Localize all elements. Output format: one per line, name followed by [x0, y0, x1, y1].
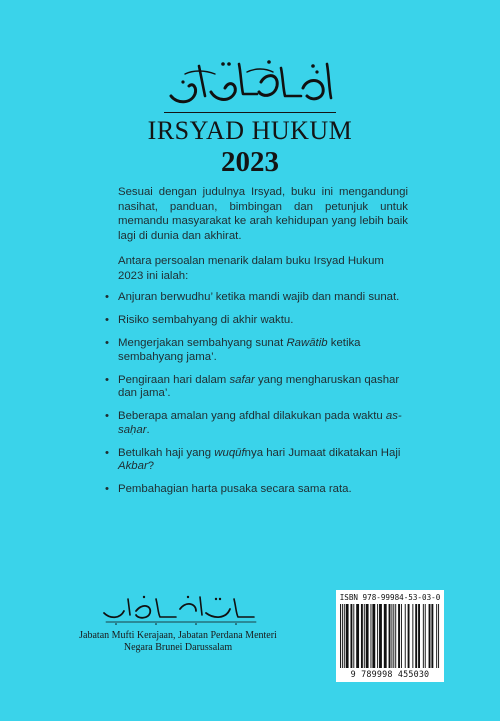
- barcode-bar: [350, 604, 352, 668]
- topic-term-italic: as-saḥar: [118, 410, 402, 436]
- barcode-bar: [377, 604, 378, 668]
- barcode-bar: [384, 604, 387, 668]
- topic-term-italic: safar: [229, 373, 255, 386]
- isbn-barcode: [336, 590, 444, 682]
- topic-text: nya hari Jumaat dikatakan Haji: [244, 446, 401, 459]
- arabic-calligraphy-title: [165, 52, 337, 108]
- topic-text: Beberapa amalan yang afdhal dilakukan pada waktu: [118, 410, 386, 423]
- bullet-icon: •: [105, 410, 109, 423]
- barcode-bar: [401, 604, 402, 668]
- barcode-bar: [379, 604, 382, 668]
- publisher-line-2: Negara Brunei Darussalam: [123, 642, 233, 653]
- topic-text: Mengerjakan sembahyang sunat: [118, 336, 287, 349]
- book-title-text: IRSYAD HUKUM: [147, 116, 353, 145]
- barcode-bar: [393, 604, 394, 668]
- bullet-icon: •: [105, 446, 109, 459]
- topic-text: .: [146, 423, 150, 436]
- barcode-bar: [370, 604, 371, 668]
- bullet-icon: •: [105, 373, 109, 386]
- bullet-icon: •: [105, 336, 109, 349]
- topic-text: Betulkah haji yang: [118, 446, 215, 459]
- topic-item: [104, 447, 408, 474]
- barcode-bar: [431, 604, 433, 668]
- topic-text: Risiko sembahyang di akhir waktu.: [118, 313, 294, 326]
- lead-paragraph: Antara persoalan menarik dalam buku Irsyad Hukum 2023 ini ialah:: [118, 255, 384, 282]
- barcode-bar: [408, 604, 410, 668]
- bullet-icon: •: [105, 291, 109, 303]
- barcode-digits: 9 789998 455030: [350, 669, 430, 679]
- bullet-icon: •: [105, 313, 109, 326]
- isbn-number: ISBN 978-99984-53-03-0: [339, 593, 441, 602]
- barcode-bar: [412, 604, 413, 668]
- barcode-bar: [356, 604, 359, 668]
- topic-item: [104, 483, 408, 497]
- topic-item: [104, 337, 408, 364]
- barcode-bar: [340, 604, 341, 668]
- barcode-bar: [372, 604, 375, 668]
- topic-term-italic: Akbar: [118, 460, 148, 473]
- barcode-bar: [389, 604, 391, 668]
- title-rule: [164, 112, 336, 113]
- topic-item: [104, 291, 408, 305]
- barcode-bar: [418, 604, 420, 668]
- topic-text: Pengiraan hari dalam: [118, 373, 230, 386]
- topic-term-italic: Rawātib: [286, 336, 328, 349]
- barcode-bar: [344, 604, 345, 668]
- barcode-bar: [361, 604, 363, 668]
- barcode-bar: [423, 604, 424, 668]
- bullet-icon: •: [105, 483, 109, 496]
- barcode-bar: [395, 604, 396, 668]
- publisher-arabic-logo: [96, 591, 264, 627]
- barcode-bar: [398, 604, 400, 668]
- barcode-bar: [415, 604, 417, 668]
- publisher-line-1: Jabatan Mufti Kerajaan, Jabatan Perdana Menteri: [79, 630, 277, 641]
- topic-item: [104, 374, 408, 401]
- publisher-name: [60, 630, 296, 654]
- barcode-bar: [342, 604, 343, 668]
- intro-paragraph: Sesuai dengan judulnya Irsyad, buku ini mengandungi nasihat, panduan, bimbingan dan petunjuk untuk memandu masyarakat ke arah kehidupan yang lebih baik lagi di dunia dan akhirat.: [118, 186, 408, 242]
- topic-item: [104, 314, 408, 328]
- topic-text: ?: [147, 460, 155, 473]
- topic-term-italic: wuqūf: [214, 446, 245, 459]
- topic-text: Pembahagian harta pusaka secara sama rata.: [118, 483, 352, 496]
- barcode-bar: [438, 604, 439, 668]
- topic-text: ketika sembahyang jama’.: [118, 336, 361, 363]
- barcode-bar: [436, 604, 437, 668]
- book-title: [0, 112, 500, 146]
- barcode-bar: [364, 604, 365, 668]
- barcode-bar: [391, 604, 392, 668]
- book-year: 2023: [221, 146, 279, 178]
- barcode-bars: [340, 604, 440, 668]
- barcode-bar: [405, 604, 406, 668]
- barcode-bar: [346, 604, 349, 668]
- topic-item: [104, 410, 408, 437]
- barcode-bar: [353, 604, 354, 668]
- barcode-bar: [425, 604, 426, 668]
- barcode-bar: [366, 604, 369, 668]
- topic-text: yang mengharuskan qashar dan jama’.: [118, 373, 400, 400]
- topic-list: [104, 291, 408, 506]
- topic-text: Anjuran berwudhu’ ketika mandi wajib dan mandi sunat.: [118, 291, 400, 303]
- barcode-bar: [429, 604, 431, 668]
